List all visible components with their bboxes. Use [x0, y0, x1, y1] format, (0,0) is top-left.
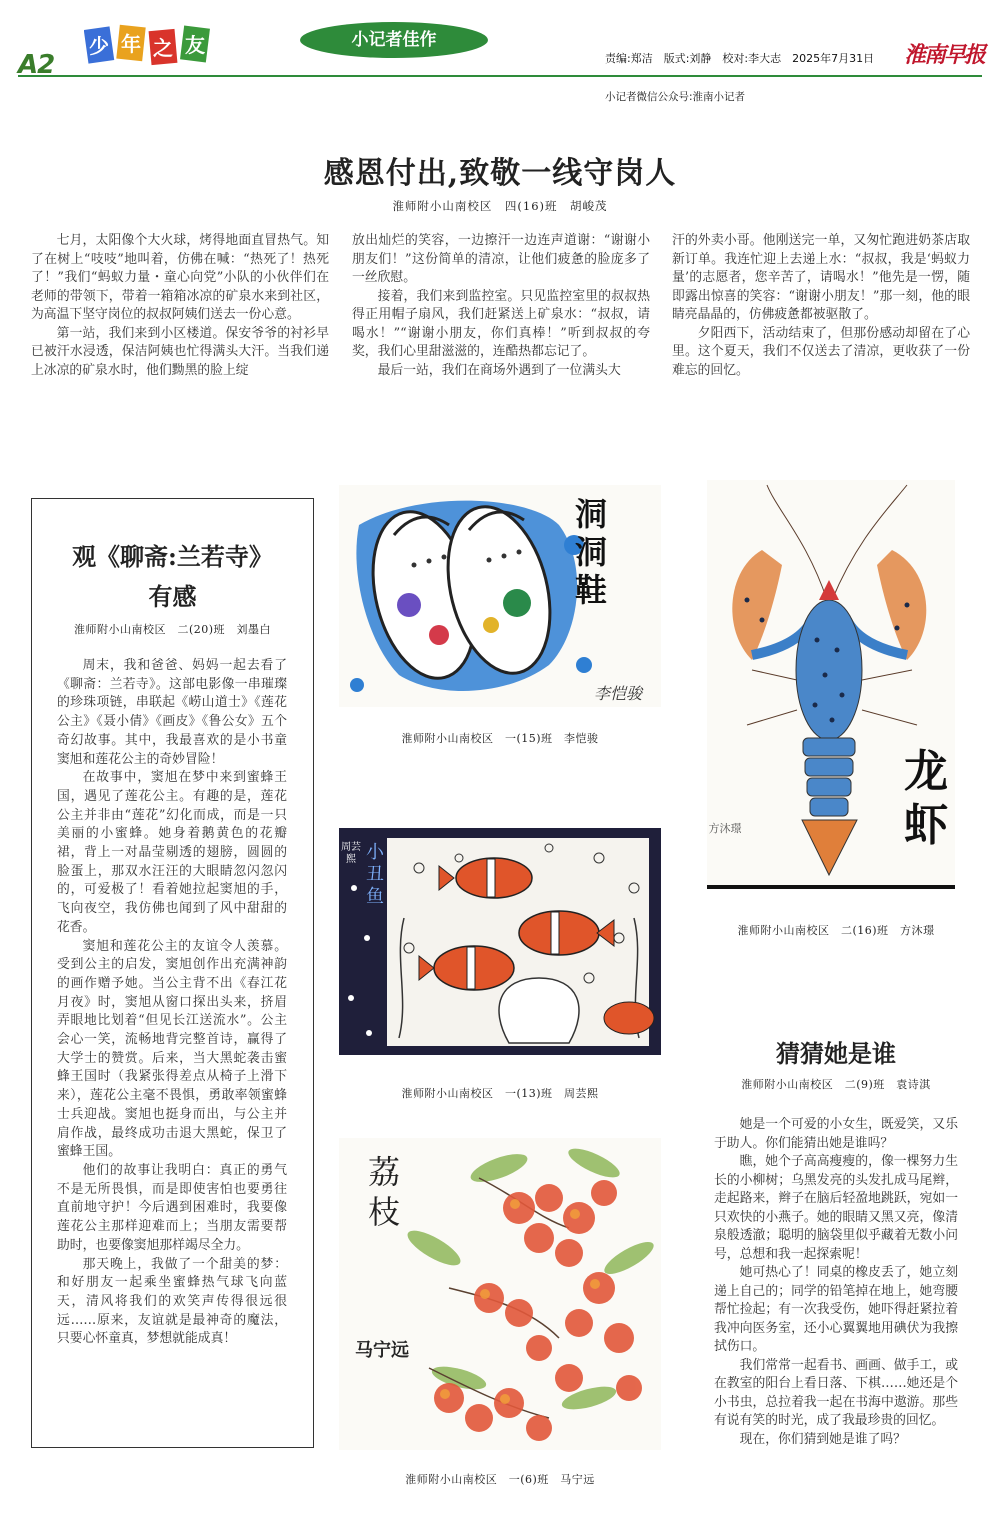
header-divider: [18, 75, 982, 77]
paragraph: 她是一个可爱的小女生，既爱笑，又乐于助人。你们能猜出她是谁吗？: [714, 1117, 958, 1151]
column-name-badge: 小记者佳作: [300, 22, 488, 58]
movie-review-body: [57, 657, 287, 1349]
wechat-account: 小记者微信公众号:淮南小记者: [605, 91, 746, 103]
paragraph: 第一站，我们来到小区楼道。保安爷爷的衬衫早已被汗水浸透，保洁阿姨也忙得满头大汗。当我们递上冰凉的矿泉水时，他们黝黑的脸上绽: [31, 325, 329, 378]
masthead-logo: 淮南早报: [904, 42, 985, 68]
side-article-title: 猜猜她是谁: [776, 1039, 896, 1068]
lobster-signature: 方沐璟: [708, 822, 742, 835]
lobster-label: 龙虾: [904, 746, 948, 851]
side-article-byline: 淮师附小山南校区 二(9)班 袁诗淇: [741, 1078, 931, 1091]
svg-text:友: 友: [185, 33, 205, 57]
lychee-caption: 淮师附小山南校区 一(6)班 马宁远: [405, 1473, 595, 1486]
movie-review-box: [31, 498, 314, 1448]
lobster-caption: 淮师附小山南校区 二(16)班 方沐璟: [737, 924, 935, 937]
shoes-drawing: [339, 485, 661, 707]
title-line: 观《聊斋:兰若寺》: [72, 542, 273, 571]
shoes-caption: 淮师附小山南校区 一(15)班 李恺骏: [401, 732, 599, 745]
clownfish-caption: 淮师附小山南校区 一(13)班 周芸熙: [401, 1087, 599, 1100]
paragraph: 在故事中，窦旭在梦中来到蜜蜂王国，遇见了莲花公主。有趣的是，莲花公主并非由“莲花”幻化而成，而是一只美丽的小蜜蜂。她身着鹅黄色的花瓣裙，背上一对晶莹剔透的翅膀，圆圆的脸蛋上，那双水汪汪的大眼睛忽闪忽闪的，可爱极了！看着她拉起窦旭的手，飞向夜空，我仿佛也闻到了风中甜甜的花香。: [57, 770, 287, 935]
column-logo: [84, 22, 214, 72]
paragraph: 汗的外卖小哥。他刚送完一单，又匆忙跑进奶茶店取新订单。我连忙迎上去递上水：“叔叔，我是‘蚂蚁力量’的志愿者，您辛苦了，请喝水！”他先是一愣，随即露出惊喜的笑容：“谢谢小朋友！”那一刻，他的眼睛亮晶晶的，仿佛疲惫都被驱散了。: [672, 233, 970, 322]
lychee-drawing: [339, 1138, 661, 1450]
clownfish-illustration: [339, 828, 661, 1055]
paragraph: 周末，我和爸爸、妈妈一起去看了《聊斋：兰若寺》。这部电影像一串璀璨的珍珠项链，串联起《崂山道士》《莲花公主》《聂小倩》《画皮》《鲁公女》五个奇幻故事。其中，我最喜欢的是小书童窦旭和莲花公主的奇妙冒险！: [57, 658, 287, 767]
svg-text:年: 年: [121, 32, 141, 56]
paragraph: 接着，我们来到监控室。只见监控室里的叔叔热得正用帽子扇风，我们赶紧送上矿泉水：“叔叔，请喝水！”“谢谢小朋友，你们真棒！”听到叔叔的夸奖，我们心里甜滋滋的，连酷热都忘记了。: [352, 288, 650, 359]
main-article-column-1: [31, 232, 329, 380]
shoes-signature: 李恺骏: [594, 684, 643, 703]
lychee-signature: 马宁远: [355, 1340, 409, 1361]
main-article-column-3: [672, 232, 970, 380]
paragraph: 我们常常一起看书、画画、做手工，或在教室的阳台上看日落、下棋……她还是个小书虫，总拉着我一起在书海中遨游。那些有说有笑的时光，成了我最珍贵的回忆。: [714, 1357, 958, 1428]
paragraph: 那天晚上，我做了一个甜美的梦：和好朋友一起乘坐蜜蜂热气球飞向蓝天，清风将我们的欢笑声传得很远很远……原来，友谊就是最神奇的魔法，只要心怀童真，梦想就能成真！: [57, 1256, 287, 1347]
lobster-drawing: [707, 480, 955, 889]
movie-review-byline: 淮师附小山南校区 二(20)班 刘墨白: [73, 623, 272, 636]
movie-review-title: [32, 537, 313, 617]
lychee-label: 荔枝: [367, 1153, 400, 1231]
paragraph: 现在，你们猜到她是谁了吗？: [739, 1431, 906, 1447]
paragraph: 她可热心了！同桌的橡皮丢了，她立刻递上自己的；同学的铅笔掉在地上，她弯腰帮忙捡起；有一次我受伤，她吓得赶紧拉着我冲向医务室，还小心翼翼地用碘伏为我擦拭伤口。: [714, 1265, 958, 1354]
paragraph: 夕阳西下，活动结束了，但那份感动却留在了心里。这个夏天，我们不仅送去了清凉，更收获了一份难忘的回忆。: [672, 325, 970, 378]
title-line: 有感: [148, 582, 197, 611]
main-article-byline: 淮师附小山南校区 四(16)班 胡峻茂: [392, 199, 608, 213]
svg-text:之: 之: [153, 36, 173, 60]
paragraph: 窦旭和莲花公主的友谊令人羡慕。受到公主的启发，窦旭创作出充满神韵的画作赠予她。当公主背不出《春江花月夜》时，窦旭从窗口探出头来，挤眉弄眼地比划着“但见长江送流水”。公主会心一笑，流畅地背完整首诗，赢得了大学士的赞赏。后来，当大黑蛇袭击蜜蜂王国时（我紧张得差点从椅子上滑下来），莲花公主毫不畏惧，勇敢率领蜜蜂士兵迎战。窦旭也挺身而出，与公主并肩作战，最终成功击退大黑蛇，保卫了蜜蜂王国。: [57, 938, 287, 1160]
page-number: A2: [18, 50, 55, 80]
svg-text:少: 少: [89, 34, 109, 58]
clownfish-label: 小丑鱼: [366, 842, 384, 907]
editor-credits: 责编:郑洁 版式:刘静 校对:李大志 2025年7月31日: [605, 52, 875, 65]
paragraph: 最后一站，我们在商场外遇到了一位满头大: [377, 362, 621, 378]
side-article-body: [714, 1116, 958, 1449]
paragraph: 瞧，她个子高高瘦瘦的，像一棵努力生长的小柳树；乌黑发亮的头发扎成马尾辫，走起路来，辫子在脑后轻盈地跳跃，宛如一只欢快的小燕子。她的眼睛又黑又亮，像清泉般透澈；聪明的脑袋里似乎藏着无数小问号，总想和我一起探索呢！: [714, 1154, 958, 1262]
clownfish-signature: 周芸熙: [341, 842, 361, 865]
paragraph: 他们的故事让我明白：真正的勇气不是无所畏惧，而是即使害怕也要勇往直前地守护！今后遇到困难时，我要像莲花公主那样迎难而上；当朋友需要帮助时，也要像窦旭那样竭尽全力。: [57, 1162, 287, 1253]
paragraph: 七月，太阳像个大火球，烤得地面直冒热气。知了在树上“吱吱”地叫着，仿佛在喊：“热死了！热死了！”我们“蚂蚁力量・童心向党”小队的小伙伴们在老师的带领下，带着一箱箱冰凉的矿泉水来到社区，为高温下坚守岗位的叔叔阿姨们送去一份心意。: [31, 233, 329, 322]
shoes-illustration: [339, 485, 661, 707]
shoes-label: 洞洞鞋: [574, 495, 607, 609]
paragraph: 放出灿烂的笑容，一边擦汗一边连声道谢：“谢谢小朋友们！”这份简单的清凉，让他们疲惫的脸庞多了一丝欣慰。: [352, 233, 650, 285]
main-article-title: 感恩付出,致敬一线守岗人: [323, 156, 677, 191]
main-article-column-2: [352, 232, 650, 380]
clownfish-drawing: [339, 828, 661, 1055]
